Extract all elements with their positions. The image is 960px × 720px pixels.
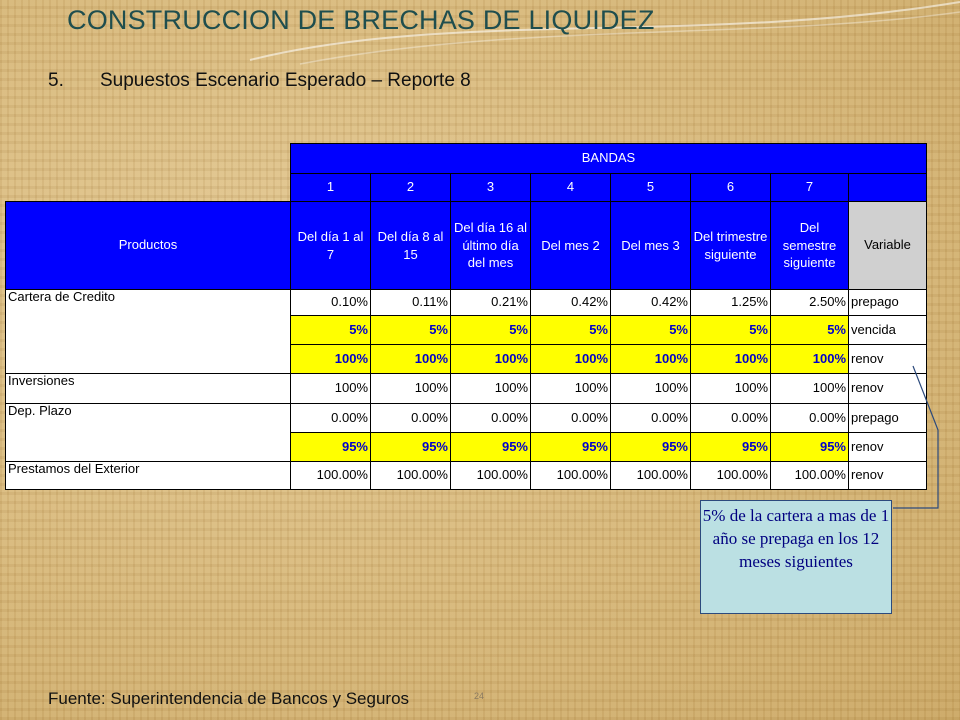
value-cell: 100%	[691, 345, 771, 374]
product-cell: Dep. Plazo	[6, 404, 291, 462]
value-cell: 100.00%	[611, 462, 691, 490]
table-row	[6, 290, 927, 316]
bands-header: BANDAS	[291, 144, 927, 174]
value-cell: 100%	[531, 345, 611, 374]
band-label: Del mes 2	[531, 202, 611, 290]
value-cell: 100%	[771, 345, 849, 374]
product-cell: Cartera de Credito	[6, 290, 291, 374]
band-label: Del trimestre siguiente	[691, 202, 771, 290]
value-cell: 100%	[291, 345, 371, 374]
value-cell: 0.00%	[691, 404, 771, 433]
value-cell: 0.00%	[371, 404, 451, 433]
value-cell: 0.00%	[531, 404, 611, 433]
value-cell: 100%	[371, 374, 451, 404]
value-cell: 0.00%	[291, 404, 371, 433]
value-cell: 0.11%	[371, 290, 451, 316]
value-cell: 0.10%	[291, 290, 371, 316]
variable-header: Variable	[849, 202, 927, 290]
band-number: 6	[691, 174, 771, 202]
value-cell: 2.50%	[771, 290, 849, 316]
band-number: 7	[771, 174, 849, 202]
variable-cell: vencida	[849, 316, 927, 345]
table-row	[6, 404, 927, 433]
value-cell: 5%	[531, 316, 611, 345]
band-number: 2	[371, 174, 451, 202]
value-cell: 100.00%	[691, 462, 771, 490]
value-cell: 100.00%	[291, 462, 371, 490]
variable-cell: prepago	[849, 404, 927, 433]
value-cell: 100.00%	[531, 462, 611, 490]
value-cell: 95%	[611, 433, 691, 462]
value-cell: 5%	[451, 316, 531, 345]
band-number: 4	[531, 174, 611, 202]
value-cell: 100%	[291, 374, 371, 404]
band-number: 1	[291, 174, 371, 202]
band-number: 5	[611, 174, 691, 202]
value-cell: 100%	[771, 374, 849, 404]
source-footnote: Fuente: Superintendencia de Bancos y Seguros	[48, 689, 410, 708]
variable-cell: renov	[849, 462, 927, 490]
subtitle-number: 5.	[48, 70, 64, 91]
value-cell: 100%	[531, 374, 611, 404]
value-cell: 5%	[371, 316, 451, 345]
band-label: Del semestre siguiente	[771, 202, 849, 290]
value-cell: 0.00%	[611, 404, 691, 433]
value-cell: 100%	[611, 345, 691, 374]
value-cell: 100%	[691, 374, 771, 404]
value-cell: 0.21%	[451, 290, 531, 316]
value-cell: 95%	[451, 433, 531, 462]
variable-cell: renov	[849, 433, 927, 462]
slide-title: CONSTRUCCION DE BRECHAS DE LIQUIDEZ	[67, 5, 655, 35]
value-cell: 100.00%	[771, 462, 849, 490]
band-label: Del día 1 al 7	[291, 202, 371, 290]
value-cell: 95%	[531, 433, 611, 462]
variable-cell: renov	[849, 374, 927, 404]
value-cell: 100%	[451, 345, 531, 374]
value-cell: 5%	[291, 316, 371, 345]
value-cell: 95%	[291, 433, 371, 462]
value-cell: 5%	[691, 316, 771, 345]
band-label: Del día 8 al 15	[371, 202, 451, 290]
value-cell: 100%	[371, 345, 451, 374]
value-cell: 1.25%	[691, 290, 771, 316]
value-cell: 0.00%	[771, 404, 849, 433]
value-cell: 5%	[611, 316, 691, 345]
slide-subtitle	[48, 70, 471, 92]
column-header-row	[6, 202, 927, 290]
value-cell: 100.00%	[451, 462, 531, 490]
table-row	[6, 374, 927, 404]
value-cell: 95%	[771, 433, 849, 462]
value-cell: 0.00%	[451, 404, 531, 433]
value-cell: 5%	[771, 316, 849, 345]
band-label: Del día 16 al último día del mes	[451, 202, 531, 290]
product-cell: Inversiones	[6, 374, 291, 404]
variable-cell: prepago	[849, 290, 927, 316]
band-number-row	[6, 174, 927, 202]
table-row	[6, 462, 927, 490]
value-cell: 100.00%	[371, 462, 451, 490]
callout-note: 5% de la cartera a mas de 1 año se prepaga en los 12 meses siguientes	[700, 500, 892, 614]
value-cell: 100%	[611, 374, 691, 404]
subtitle-text: Supuestos Escenario Esperado – Reporte 8	[100, 70, 471, 91]
value-cell: 0.42%	[531, 290, 611, 316]
band-number: 3	[451, 174, 531, 202]
value-cell: 95%	[371, 433, 451, 462]
value-cell: 100%	[451, 374, 531, 404]
band-label: Del mes 3	[611, 202, 691, 290]
products-header: Productos	[6, 202, 291, 290]
page-number: 24	[474, 691, 485, 701]
value-cell: 0.42%	[611, 290, 691, 316]
liquidity-assumptions-table	[5, 143, 927, 490]
value-cell: 95%	[691, 433, 771, 462]
variable-cell: renov	[849, 345, 927, 374]
product-cell: Prestamos del Exterior	[6, 462, 291, 490]
